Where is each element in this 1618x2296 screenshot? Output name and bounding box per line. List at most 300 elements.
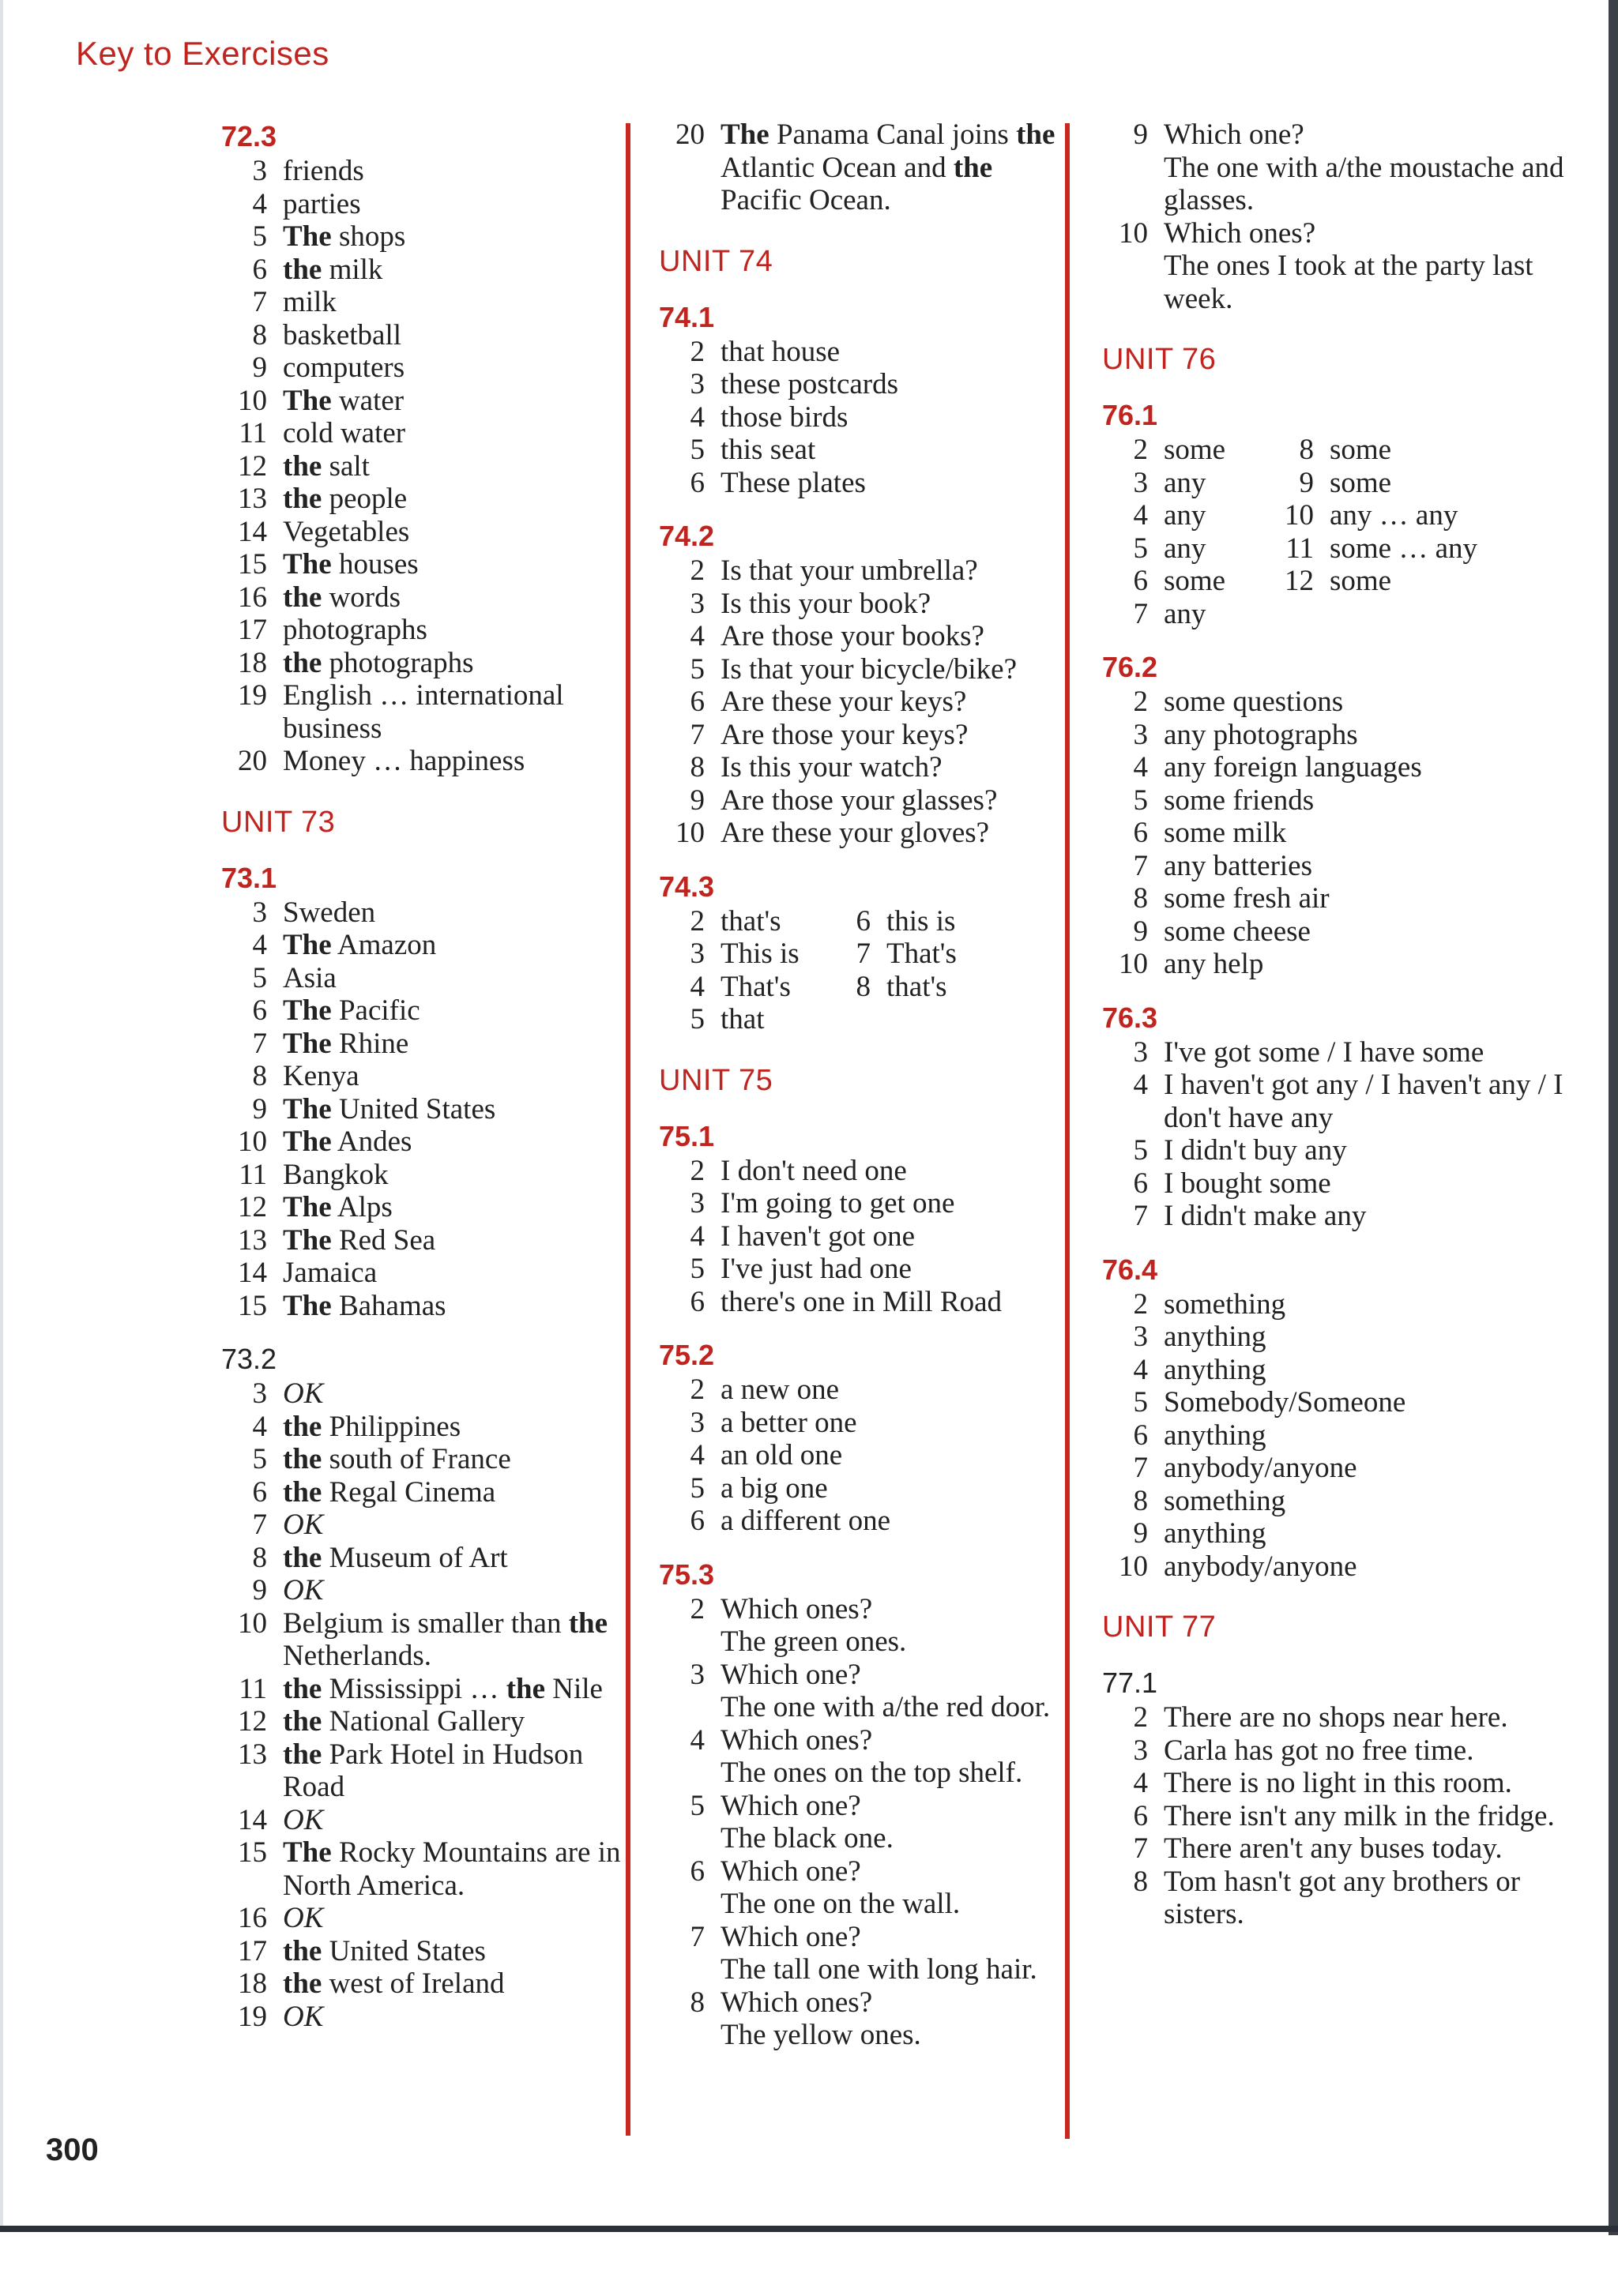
answer-text: that	[721, 1003, 765, 1035]
answer-text: any help	[1164, 948, 1264, 980]
answer-item	[221, 1411, 632, 1444]
answer-item	[221, 385, 632, 418]
answer-text: the Mississippi … the Nile	[283, 1672, 603, 1705]
exercise-heading: 72.3	[221, 120, 277, 152]
answer-number: 10	[1119, 948, 1148, 980]
answer-text: cold water	[283, 417, 406, 449]
answer-text: some	[1330, 466, 1392, 499]
exercise-heading: 74.1	[659, 300, 715, 333]
answer-text: The Andes	[283, 1125, 412, 1158]
answer-text: any	[1164, 499, 1206, 532]
answer-text: anything	[1164, 1321, 1266, 1353]
answer-number: 20	[675, 118, 705, 151]
answer-item	[659, 1187, 1070, 1220]
answer-number	[825, 1003, 886, 1036]
answer-text: some fresh air	[1164, 882, 1330, 915]
answer-item	[1102, 217, 1576, 316]
answer-text: some milk	[1164, 817, 1287, 849]
answer-emphasis: The	[283, 1191, 332, 1223]
answer-grid	[659, 905, 1070, 1036]
answer-text: anybody/anyone	[1164, 1452, 1357, 1484]
answer-emphasis: the	[283, 1967, 322, 2000]
answer-subtext: The yellow ones.	[721, 2019, 921, 2051]
answer-number: 10	[1119, 216, 1148, 250]
unit-number: 75	[739, 1063, 773, 1097]
answer-number: 4	[252, 1410, 267, 1443]
answer-item	[659, 1724, 1070, 1790]
answer-number: 3	[1133, 1035, 1148, 1069]
answer-text: OK	[283, 1574, 324, 1606]
answer-text: any batteries	[1164, 849, 1312, 882]
answer-item	[659, 1373, 1070, 1407]
answer-number: 4	[690, 1219, 705, 1253]
answer-number: 6	[690, 1854, 705, 1888]
answer-item	[221, 1060, 632, 1093]
answer-text: These plates	[721, 466, 866, 499]
answer-emphasis: The	[283, 1125, 332, 1158]
exercise-heading: 77.1	[1102, 1667, 1158, 1699]
answer-number: 15	[238, 1836, 267, 1869]
answer-number: 9	[690, 783, 705, 817]
answer-number: 10	[1119, 1550, 1148, 1583]
answer-number: 5	[690, 434, 705, 466]
answer-emphasis: the	[283, 1475, 322, 1509]
unit-heading	[1102, 1608, 1576, 1646]
answer-emphasis: The	[283, 384, 332, 417]
answer-item	[1102, 751, 1576, 784]
answer-text: Bangkok	[283, 1158, 389, 1191]
answer-text: I'm going to get one	[721, 1187, 955, 1219]
answer-text: the Philippines	[283, 1410, 461, 1443]
answer-item	[825, 905, 1070, 938]
answer-text: Sweden	[283, 896, 376, 929]
answer-item	[1102, 565, 1268, 598]
answer-number: 4	[252, 929, 267, 961]
answer-number: 5	[690, 1253, 705, 1285]
answer-number: 6	[1133, 1799, 1148, 1832]
answer-number: 18	[238, 646, 267, 679]
unit-label: UNIT	[221, 805, 292, 839]
answer-emphasis: the	[283, 1738, 322, 1771]
answer-item	[221, 1542, 632, 1575]
answer-number: 9	[1133, 1517, 1148, 1550]
answer-text: There is no light in this room.	[1164, 1767, 1512, 1799]
answer-number: 9	[252, 1092, 267, 1125]
answer-number: 5	[690, 1471, 705, 1505]
answer-item	[1268, 467, 1576, 500]
unit-number: 77	[1182, 1610, 1217, 1644]
answer-text: those birds	[721, 400, 849, 434]
answer-text: I haven't got any / I haven't any / I don't have any	[1164, 1069, 1563, 1134]
answer-text: Which ones? The yellow ones.	[721, 1986, 1070, 2052]
answer-item	[221, 896, 632, 930]
answer-number: 10	[238, 1606, 267, 1640]
answer-item	[825, 1003, 1070, 1036]
answer-text: OK	[283, 2000, 324, 2033]
answer-number: 7	[1133, 1832, 1148, 1865]
answer-subtext: The black one.	[721, 1822, 894, 1854]
answer-number: 14	[238, 1257, 267, 1289]
answer-item	[1102, 1419, 1576, 1452]
exercise-heading: 74.2	[659, 520, 715, 552]
answer-subtext: The one with a/the moustache and glasses.	[1164, 151, 1564, 216]
answer-item	[221, 254, 632, 287]
answer-item	[1102, 1767, 1576, 1800]
answer-item	[1102, 1288, 1576, 1321]
answer-text: Vegetables	[283, 515, 410, 548]
answer-number: 5	[690, 1003, 705, 1035]
answer-text: the words	[283, 581, 401, 614]
answer-item	[659, 1286, 1070, 1319]
answer-item	[825, 938, 1070, 971]
answer-number: 8	[1133, 882, 1148, 915]
answer-text: OK	[283, 1377, 324, 1410]
answer-item	[1102, 1036, 1576, 1069]
answer-number	[1268, 598, 1330, 631]
answer-text: Are those your keys?	[721, 718, 969, 751]
answer-number: 16	[238, 581, 267, 614]
unit-label: UNIT	[659, 244, 730, 278]
answer-text: OK	[283, 1803, 324, 1836]
unit-heading	[221, 803, 632, 841]
answer-text: some questions	[1164, 686, 1344, 718]
answer-item	[659, 467, 1070, 500]
answer-number: 3	[1133, 1321, 1148, 1353]
answer-item	[659, 1439, 1070, 1472]
answer-text: something	[1164, 1287, 1286, 1321]
answer-number: 6	[1133, 1419, 1148, 1452]
answer-text: Are those your books?	[721, 620, 984, 652]
answer-number: 4	[690, 620, 705, 652]
answer-number: 5	[252, 961, 267, 994]
answer-text: The Alps	[283, 1191, 393, 1223]
answer-text: basketball	[283, 318, 402, 351]
answer-number: 8	[252, 1060, 267, 1092]
answer-text: the south of France	[283, 1443, 511, 1475]
answer-text: That's	[721, 970, 791, 1003]
answer-item	[1102, 915, 1576, 949]
answer-emphasis: the	[1016, 118, 1055, 151]
answer-text: Is that your bicycle/bike?	[721, 652, 1018, 686]
answer-item	[221, 1443, 632, 1476]
answer-text: parties	[283, 187, 361, 220]
unit-number: 74	[739, 244, 773, 278]
answer-number: 5	[1133, 783, 1148, 817]
answer-item	[659, 1986, 1070, 2052]
answer-item	[659, 1505, 1070, 1538]
answer-text: Money … happiness	[283, 745, 525, 777]
answer-item	[1102, 1701, 1576, 1734]
answer-number: 2	[690, 904, 705, 938]
answer-text: The Pacific	[283, 994, 420, 1027]
answer-number: 2	[690, 335, 705, 368]
answer-text: computers	[283, 351, 405, 384]
answer-text: Which one? The one with a/the moustache and glasses.	[1164, 118, 1576, 217]
answer-emphasis: the	[283, 1672, 322, 1705]
answer-item	[659, 118, 1070, 217]
answer-item	[221, 1836, 632, 1902]
answer-item	[221, 450, 632, 483]
answer-subtext: The one with a/the red door.	[721, 1691, 1051, 1723]
answer-text: Jamaica	[283, 1257, 378, 1289]
answer-number: 19	[238, 2000, 267, 2033]
answer-emphasis: the	[283, 1541, 322, 1574]
answer-item	[221, 2001, 632, 2034]
answer-item	[659, 401, 1070, 434]
answer-item	[221, 1574, 632, 1607]
exercise-heading: 75.2	[659, 1339, 715, 1371]
answer-item	[1102, 1354, 1576, 1387]
answer-item	[659, 1921, 1070, 1986]
unit-heading	[659, 242, 1070, 280]
answer-number: 2	[690, 1592, 705, 1625]
answer-emphasis: The	[283, 929, 332, 961]
answer-text: that house	[721, 335, 841, 368]
answer-text: some … any	[1330, 532, 1478, 565]
answer-emphasis: The	[283, 1836, 332, 1869]
answer-number: 4	[690, 1723, 705, 1757]
answer-text: The houses	[283, 548, 419, 581]
answer-number: 5	[1133, 1134, 1148, 1167]
unit-heading	[659, 1062, 1070, 1099]
answer-text: anything	[1164, 1419, 1266, 1452]
answer-item	[221, 1257, 632, 1290]
answer-number: 9	[1299, 466, 1314, 499]
answer-item	[1102, 434, 1268, 467]
answer-text: Asia	[283, 961, 337, 994]
answer-text: Which one? The tall one with long hair.	[721, 1921, 1070, 1986]
answer-item	[1102, 1866, 1576, 1931]
answer-text: English … international business	[283, 679, 564, 745]
answer-text: friends	[283, 155, 364, 187]
answer-number: 11	[239, 417, 267, 449]
unit-number: 73	[301, 805, 336, 839]
answer-item	[659, 336, 1070, 369]
answer-text: I haven't got one	[721, 1219, 916, 1253]
answer-number: 3	[1133, 466, 1148, 499]
answer-number: 4	[1133, 499, 1148, 532]
answer-item	[1102, 1167, 1576, 1201]
answer-number: 4	[1133, 1767, 1148, 1799]
answer-number: 3	[1133, 718, 1148, 751]
answer-text: Which ones? The ones on the top shelf.	[721, 1724, 1070, 1790]
answer-item	[221, 1290, 632, 1323]
answer-emphasis: The	[283, 1289, 332, 1322]
answer-emphasis: the	[283, 646, 322, 679]
answer-text: The Panama Canal joins the Atlantic Ocean and the Pacific Ocean.	[721, 118, 1055, 216]
answer-number: 10	[1285, 499, 1314, 532]
answer-number: 8	[1299, 434, 1314, 466]
answer-text: there's one in Mill Road	[721, 1285, 1003, 1318]
page-right-edge	[1609, 0, 1618, 2235]
answer-text: Tom hasn't got any brothers or sisters.	[1164, 1865, 1521, 1930]
answer-text: the milk	[283, 253, 383, 286]
answer-number: 6	[856, 904, 871, 938]
answer-item	[221, 155, 632, 188]
answer-number: 7	[1133, 849, 1148, 882]
answer-item	[659, 653, 1070, 686]
answer-number: 5	[690, 652, 705, 686]
answer-text: a big one	[721, 1471, 828, 1505]
answer-item	[1102, 686, 1576, 719]
answer-item	[221, 319, 632, 352]
answer-item	[221, 929, 632, 962]
answer-emphasis: the	[953, 151, 993, 184]
answer-item	[1268, 598, 1576, 631]
answer-number: 9	[1133, 118, 1148, 151]
answer-number: 7	[690, 718, 705, 751]
answer-text: I didn't buy any	[1164, 1134, 1347, 1167]
answer-number: 3	[690, 1658, 705, 1691]
answer-number: 11	[239, 1672, 267, 1705]
answer-number: 2	[690, 1154, 705, 1187]
answer-number: 8	[690, 751, 705, 783]
answer-emphasis: The	[283, 1027, 332, 1060]
answer-number: 11	[1285, 532, 1314, 565]
column-1	[221, 118, 632, 2033]
answer-item	[659, 686, 1070, 719]
answer-number: 2	[1133, 1287, 1148, 1321]
answer-text: this seat	[721, 434, 816, 466]
answer-number: 3	[690, 368, 705, 400]
answer-number: 3	[690, 938, 705, 970]
answer-item	[221, 1902, 632, 1935]
answer-number: 3	[690, 587, 705, 620]
answer-emphasis: The	[283, 220, 332, 253]
answer-text: anything	[1164, 1353, 1266, 1386]
answer-number: 3	[252, 155, 267, 187]
answer-emphasis: The	[283, 1223, 332, 1257]
answer-text: some cheese	[1164, 915, 1311, 948]
answer-item	[659, 368, 1070, 401]
answer-number: 3	[690, 1187, 705, 1219]
answer-text: the Park Hotel in Hudson Road	[283, 1738, 584, 1803]
answer-subtext: The one on the wall.	[721, 1888, 961, 1920]
answer-number: 12	[238, 1191, 267, 1223]
answer-text: any	[1164, 532, 1206, 565]
answer-text: the people	[283, 483, 408, 515]
answer-text: The Red Sea	[283, 1223, 436, 1257]
answer-text: Which one? The one on the wall.	[721, 1855, 1070, 1921]
unit-label: UNIT	[659, 1063, 730, 1097]
answer-item	[221, 351, 632, 385]
answer-item	[221, 483, 632, 516]
answer-item	[1102, 1485, 1576, 1518]
answer-number: 5	[1133, 532, 1148, 565]
answer-item	[659, 784, 1070, 817]
answer-item	[659, 905, 825, 938]
column-2	[659, 118, 1070, 2052]
answer-text: a different one	[721, 1505, 891, 1537]
answer-item	[1102, 467, 1268, 500]
answer-item	[1268, 499, 1576, 532]
answer-item	[221, 417, 632, 450]
answer-text: any foreign languages	[1164, 751, 1422, 783]
answer-item	[659, 1472, 1070, 1505]
answer-number: 17	[238, 1934, 267, 1967]
answer-text: The water	[283, 384, 404, 417]
answer-item	[221, 994, 632, 1028]
answer-number: 13	[238, 483, 267, 515]
answer-emphasis: the	[283, 483, 322, 515]
answer-text: anybody/anyone	[1164, 1550, 1357, 1583]
answer-emphasis: The	[283, 548, 332, 581]
answer-item	[659, 719, 1070, 752]
answer-text: The shops	[283, 220, 406, 253]
answer-number: 6	[252, 1475, 267, 1509]
answer-emphasis: The	[721, 118, 769, 151]
answer-number: 2	[1133, 1701, 1148, 1734]
answer-number: 4	[1133, 1353, 1148, 1386]
answer-text: a better one	[721, 1406, 857, 1439]
answer-text: The Bahamas	[283, 1289, 446, 1322]
answer-number: 16	[238, 1902, 267, 1934]
answer-emphasis: The	[283, 1092, 332, 1125]
answer-number: 4	[1133, 751, 1148, 783]
answer-item	[659, 434, 1070, 467]
answer-text: Which one? The black one.	[721, 1790, 1070, 1855]
answer-text: Is this your book?	[721, 587, 931, 620]
answer-number: 2	[690, 554, 705, 587]
answer-number: 7	[252, 1509, 267, 1541]
answer-item	[1102, 118, 1576, 217]
answer-item	[221, 1476, 632, 1509]
answer-number: 7	[252, 1027, 267, 1060]
answer-text: the Regal Cinema	[283, 1475, 496, 1509]
answer-item	[221, 1224, 632, 1257]
page-left-shadow	[0, 0, 3, 2226]
answer-text: I bought some	[1164, 1167, 1331, 1200]
answer-text: some	[1164, 565, 1226, 597]
answer-text	[886, 1003, 1070, 1036]
answer-item	[1102, 1800, 1576, 1833]
answer-number: 7	[1133, 1452, 1148, 1484]
answer-emphasis: the	[283, 1705, 322, 1738]
answer-item	[221, 1028, 632, 1061]
answer-item	[1102, 598, 1268, 631]
column-3	[1102, 118, 1576, 1931]
answer-text: the Museum of Art	[283, 1541, 508, 1574]
answer-text: a new one	[721, 1373, 839, 1406]
page-bottom-edge	[0, 2226, 1618, 2232]
exercise-heading: 76.1	[1102, 399, 1158, 431]
answer-number: 13	[238, 1223, 267, 1257]
answer-text: that's	[721, 904, 781, 938]
answer-item	[1102, 1832, 1576, 1866]
answer-item	[221, 1804, 632, 1837]
answer-number: 2	[1133, 434, 1148, 466]
answer-item	[659, 620, 1070, 653]
answer-number: 4	[690, 970, 705, 1003]
answer-item	[1102, 1517, 1576, 1550]
answer-text: I don't need one	[721, 1154, 907, 1187]
answer-item	[659, 751, 1070, 784]
answer-text: Carla has got no free time.	[1164, 1734, 1474, 1767]
answer-number: 2	[1133, 686, 1148, 718]
exercise-heading: 73.1	[221, 861, 277, 894]
answer-text: This is	[721, 938, 800, 970]
answer-item	[1102, 784, 1576, 817]
answer-text: Is that your umbrella?	[721, 554, 978, 587]
answer-item	[1268, 532, 1576, 566]
answer-item	[221, 1705, 632, 1738]
answer-text: some	[1164, 434, 1226, 466]
answer-item	[221, 1125, 632, 1159]
answer-number: 6	[690, 1505, 705, 1537]
answer-item	[221, 1159, 632, 1192]
answer-number: 18	[238, 1967, 267, 2000]
answer-subtext: The tall one with long hair.	[721, 1953, 1037, 1986]
